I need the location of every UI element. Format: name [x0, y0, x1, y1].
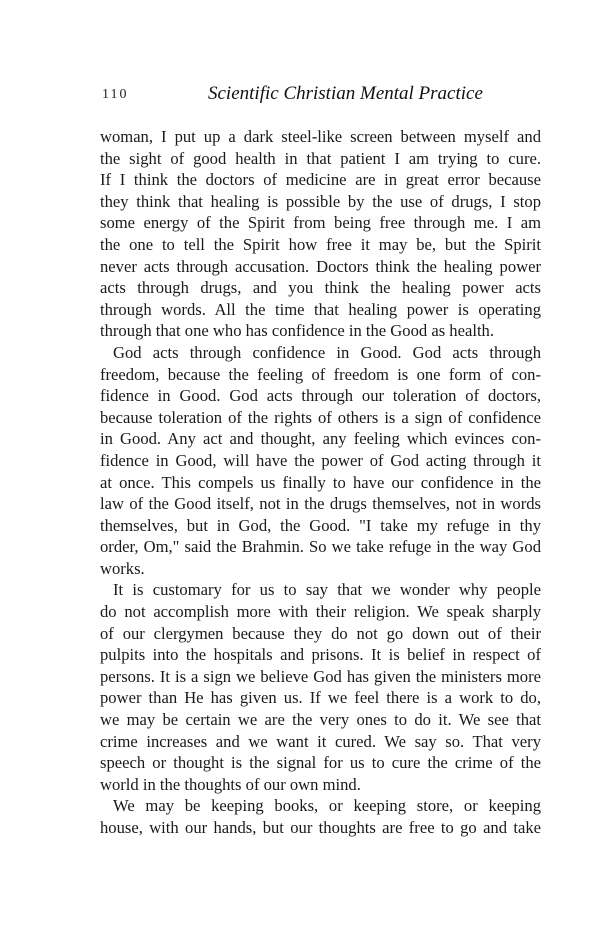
text-line: because toleration of the rights of others is a sign of confidence: [100, 407, 541, 427]
text-line: works.: [100, 558, 145, 578]
text-line: speech or thought is the signal for us to cure the crime of the: [100, 753, 541, 773]
text-line: do not accomplish more with their religion. We speak sharply: [100, 602, 541, 622]
paragraph-2: [100, 342, 541, 580]
text-line: of our clergymen because they do not go down out of their: [100, 623, 541, 643]
body-text: [100, 126, 541, 839]
text-line: freedom, because the feeling of freedom is one form of con-: [100, 364, 541, 384]
text-line: persons. It is a sign we believe God has given the ministers more: [100, 666, 541, 686]
text-line: order, Om," said the Brahmin. So we take refuge in the way God: [100, 537, 541, 557]
paragraph-3: [100, 579, 541, 795]
text-line: woman, I put up a dark steel-like screen between myself and: [100, 127, 541, 146]
paragraph-4: [100, 795, 541, 838]
text-line: themselves, but in God, the Good. "I take my refuge in thy: [100, 515, 541, 535]
text-line: in Good. Any act and thought, any feeling which evinces con-: [100, 429, 541, 449]
running-title: Scientific Christian Mental Practice: [208, 83, 483, 104]
running-head: [100, 83, 540, 107]
page-number: 110: [102, 87, 129, 102]
text-line: fidence in Good. God acts through our toleration of doctors,: [100, 386, 541, 406]
text-line: It is customary for us to say that we wonder why people: [113, 580, 541, 600]
text-line: world in the thoughts of our own mind.: [100, 774, 361, 794]
text-line: at once. This compels us finally to have our confidence in the: [100, 472, 541, 492]
text-line: through that one who has confidence in the Good as health.: [100, 321, 494, 341]
text-line: we may be certain we are the very ones to do it. We see that: [100, 710, 541, 730]
text-line: pulpits into the hospitals and prisons. It is belief in respect of: [100, 645, 541, 665]
text-line: fidence in Good, will have the power of God acting through it: [100, 450, 541, 470]
text-line: law of the Good itself, not in the drugs themselves, not in words: [100, 494, 541, 514]
text-line: never acts through accusation. Doctors think the healing power: [100, 256, 541, 276]
text-line: We may be keeping books, or keeping store, or keeping: [113, 796, 541, 816]
text-line: through words. All the time that healing power is operating: [100, 299, 541, 319]
text-line: they think that healing is possible by the use of drugs, I stop: [100, 191, 541, 211]
text-line: some energy of the Spirit from being free through me. I am: [100, 213, 541, 233]
text-line: the one to tell the Spirit how free it may be, but the Spirit: [100, 234, 541, 254]
text-line: If I think the doctors of medicine are in great error because: [100, 170, 541, 190]
text-line: power than He has given us. If we feel there is a work to do,: [100, 688, 541, 708]
paragraph-1: [100, 126, 541, 342]
text-line: the sight of good health in that patient I am trying to cure.: [100, 148, 541, 168]
text-line: crime increases and we want it cured. We say so. That very: [100, 731, 541, 751]
text-line: God acts through confidence in Good. God acts through: [113, 342, 541, 362]
text-line: acts through drugs, and you think the healing power acts: [100, 278, 541, 298]
text-line: house, with our hands, but our thoughts are free to go and take: [100, 818, 541, 837]
